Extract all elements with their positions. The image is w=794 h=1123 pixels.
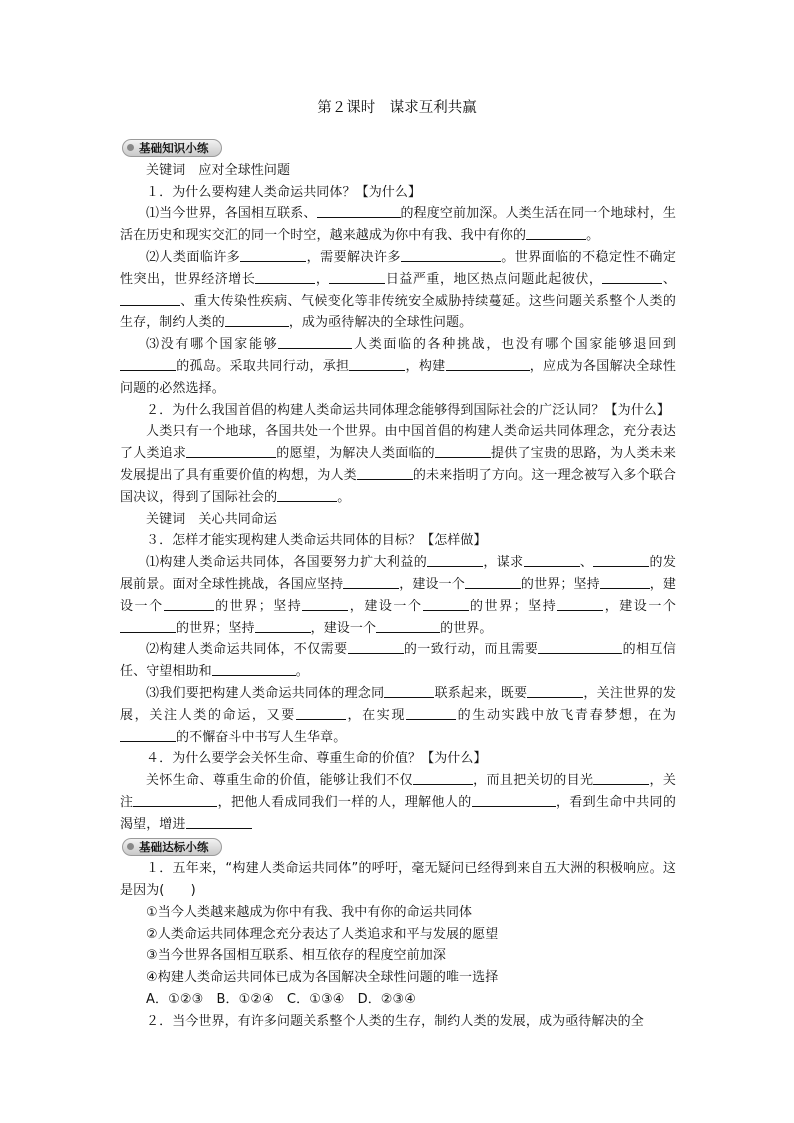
text: ⑴构建人类命运共同体，各国要努力扩大利益的	[146, 555, 428, 571]
text: ，关注世界的发展，关注人类的命运，又要	[120, 685, 676, 723]
blank[interactable]	[255, 618, 311, 633]
text: ，构建	[405, 358, 446, 374]
blank[interactable]	[446, 356, 530, 371]
badge-label: 基础知识小练	[139, 141, 209, 155]
text: ，需要解决许多	[306, 249, 401, 265]
text: ，关注	[120, 773, 677, 810]
exercise-1-option: ②人类命运共同体理念充分表达了人类追求和平与发展的愿望	[146, 926, 499, 942]
blank[interactable]	[329, 269, 385, 284]
text: ，在实现	[345, 707, 407, 723]
text: 的世界；坚持	[520, 576, 600, 592]
blank[interactable]	[302, 596, 348, 611]
blank[interactable]	[526, 225, 586, 240]
blank[interactable]	[349, 356, 405, 371]
text: 的世界；坚持	[213, 598, 303, 614]
blank[interactable]	[120, 618, 176, 633]
blank[interactable]	[186, 443, 276, 458]
text: 。	[337, 489, 351, 505]
text: 的生动实践中放飞青春梦想，在为	[456, 707, 676, 723]
text: 的程度空前加深。人类生活在同一个地球村，生活在历史和现实交汇的同一个时空，越来越成为你中有我、我中有你的	[120, 206, 676, 244]
text: ，建设一个	[603, 598, 676, 614]
blank[interactable]	[538, 639, 622, 654]
blank[interactable]	[472, 792, 556, 807]
q1-paragraph-1	[120, 203, 676, 247]
text: 的世界；坚持	[468, 598, 558, 614]
text: ⑵构建人类命运共同体，不仅需要	[146, 642, 348, 658]
blank[interactable]	[413, 770, 473, 785]
blank[interactable]	[278, 334, 352, 349]
blank[interactable]	[465, 574, 521, 589]
text: 。	[295, 664, 309, 680]
keyword-line: 关键词 关心共同命运	[146, 511, 278, 527]
blank[interactable]	[527, 683, 583, 698]
blank[interactable]	[435, 443, 491, 458]
blank[interactable]	[317, 203, 401, 218]
text: 人类面临的各种挑战，也没有哪个国家能够退回到	[352, 337, 676, 353]
text: ，而且把关切的目光	[472, 773, 594, 789]
text: 、	[662, 271, 676, 287]
blank[interactable]	[406, 705, 456, 720]
blank[interactable]	[376, 618, 440, 633]
text: 日益严重，地区热点问题此起彼伏，	[385, 271, 603, 287]
text: 的未来指明了方向。这一理念被写入多个联合国决议，得到了国际社会的	[120, 467, 676, 505]
text: ，	[315, 271, 330, 287]
blank[interactable]	[186, 814, 252, 829]
text: 人类只有一个地球，各国共处一个世界。由中国首倡的构建人类命运共同体理念，充分表达了人类追求	[120, 424, 676, 462]
text: 的一致行动，而且需要	[403, 642, 539, 658]
blank[interactable]	[343, 574, 399, 589]
text: ，谋求	[483, 555, 524, 571]
blank[interactable]	[423, 596, 469, 611]
blank[interactable]	[120, 356, 176, 371]
text: 的不懈奋斗中书写人生华章。	[176, 729, 347, 745]
text: ，把他人看成同我们一样的人，理解他人的	[217, 794, 472, 810]
blank[interactable]	[348, 639, 404, 654]
text: 的世界；坚持	[176, 620, 255, 636]
exercise-1-option: ①当今人类越来越成为你中有我、我中有你的命运共同体	[146, 904, 473, 920]
blank[interactable]	[557, 596, 603, 611]
blank[interactable]	[120, 291, 180, 306]
text: 的发展前景。面对全球性挑战，各国应坚持	[120, 555, 676, 592]
text: ⑵人类面临许多	[146, 249, 241, 265]
question-1: １．为什么要构建人类命运共同体？【为什么】	[146, 184, 422, 200]
q3-paragraph-3	[120, 683, 676, 748]
exercise-2: ２．当今世界，有许多问题关系整个人类的生存，制约人类的发展，成为亟待解决的全	[146, 1013, 644, 1029]
text: 的孤岛。采取共同行动，承担	[176, 358, 350, 374]
blank[interactable]	[133, 792, 217, 807]
text: 提供了宝贵的思路，为人类未来发展提出了具有重要价值的构想，为人类	[120, 446, 676, 483]
badge-label: 基础达标小练	[139, 839, 209, 854]
q3-paragraph-2	[120, 639, 676, 683]
text: 关怀生命、尊重生命的价值，能够让我们不仅	[146, 773, 413, 789]
blank[interactable]	[277, 487, 337, 502]
worksheet-content	[120, 137, 676, 1033]
text: ，应成为各国解决全球性问题的必然选择。	[120, 358, 676, 396]
text: ，建设一个	[310, 620, 377, 636]
blank[interactable]	[602, 269, 662, 284]
question-2: ２．为什么我国首倡的构建人类命运共同体理念能够得到国际社会的广泛认同？【为什么】	[146, 402, 671, 418]
text: 联系起来，既要	[434, 685, 528, 701]
blank[interactable]	[600, 574, 650, 589]
question-3: ３．怎样才能实现构建人类命运共同体的目标？【怎样做】	[146, 533, 487, 549]
blank[interactable]	[524, 552, 580, 567]
text: 的世界。	[440, 620, 493, 636]
text: ，建设一个	[348, 598, 423, 614]
exercise-1: １．五年来，“构建人类命运共同体”的呼吁，毫无疑问已经得到来自五大洲的积极响应。这是因为( )	[120, 861, 676, 899]
blank[interactable]	[164, 596, 214, 611]
blank[interactable]	[255, 269, 315, 284]
blank[interactable]	[357, 465, 413, 480]
exercise-1-choices: A．①②③ B．①②④ C．①③④ D．②③④	[146, 992, 417, 1008]
text: ，看到生命中共同的渴望，增进	[120, 794, 676, 832]
blank[interactable]	[296, 705, 346, 720]
blank[interactable]	[593, 770, 649, 785]
blank[interactable]	[427, 552, 483, 567]
keyword-line: 关键词 应对全球性问题	[146, 162, 291, 178]
text: ⑶没有哪个国家能够	[146, 337, 279, 353]
q1-paragraph-3	[120, 334, 676, 399]
q1-paragraph-2	[120, 247, 676, 334]
text: 、重大传染性疾病、气候变化等非传统安全威胁持续蔓延。这些问题关系整个人类的生存，制约人类的	[120, 293, 676, 331]
badge-dot-icon	[127, 843, 134, 850]
blank[interactable]	[120, 727, 176, 742]
text: 、	[579, 555, 594, 571]
text: 的愿望，为解决人类面临的	[276, 446, 435, 462]
question-4: ４．为什么要学会关怀生命、尊重生命的价值？【为什么】	[146, 751, 487, 767]
text: 。	[586, 228, 600, 244]
blank[interactable]	[240, 247, 306, 262]
text: ，建设一个	[399, 576, 465, 592]
text: ⑴当今世界，各国相互联系、	[146, 206, 317, 222]
text: ，成为亟待解决的全球性问题。	[288, 315, 473, 331]
text: 的相互信任、守望相助和	[120, 642, 676, 680]
text: ，建设一个	[120, 576, 676, 614]
badge-dot-icon	[127, 144, 134, 151]
text: ⑶我们要把构建人类命运共同体的理念同	[146, 685, 385, 701]
text: 。世界面临的不稳定性不确定性突出，世界经济增长	[120, 249, 676, 287]
blank[interactable]	[401, 247, 501, 262]
q4-paragraph	[120, 770, 676, 835]
blank[interactable]	[212, 661, 296, 676]
page-title: 第２课时 谋求互利共赢	[317, 100, 477, 116]
q3-paragraph-1	[120, 552, 676, 639]
section-badge-basic-practice	[122, 838, 222, 856]
section-badge-basic-knowledge	[122, 139, 222, 157]
exercise-1-option: ④构建人类命运共同体已成为各国解决全球性问题的唯一选择	[146, 970, 499, 986]
q2-paragraph	[120, 421, 676, 508]
exercise-1-option: ③当今世界各国相互联系、相互依存的程度空前加深	[146, 948, 446, 964]
blank[interactable]	[593, 552, 649, 567]
blank[interactable]	[384, 683, 434, 698]
blank[interactable]	[225, 312, 289, 327]
